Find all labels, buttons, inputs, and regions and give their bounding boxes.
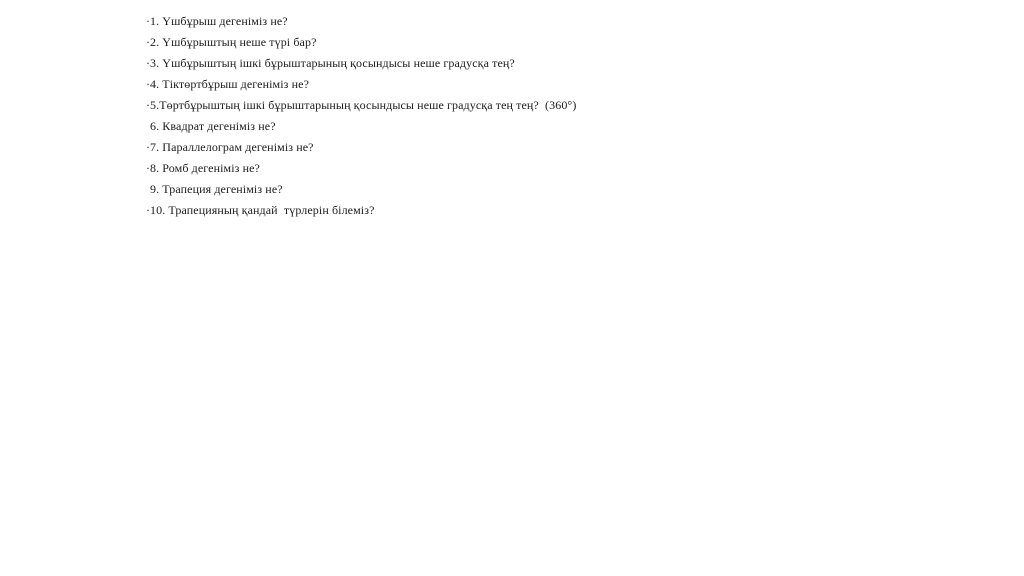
question-line: [128, 116, 748, 154]
question-text: 1. Үшбұрыш дегеніміз не?: [150, 14, 288, 28]
question-line: [128, 11, 748, 49]
list-bullet: ·: [146, 35, 150, 49]
list-bullet: ·: [146, 203, 150, 217]
question-text: 7. Параллелограм дегеніміз не?: [150, 140, 314, 154]
question-line: [128, 53, 748, 91]
list-bullet: ·: [146, 56, 150, 70]
question-text: 4. Тіктөртбұрыш дегеніміз не?: [150, 77, 309, 91]
question-line: [128, 158, 748, 196]
question-line: [128, 95, 748, 133]
list-bullet: ·: [146, 161, 150, 175]
question-text: 2. Үшбұрыштың неше түрі бар?: [150, 35, 317, 49]
question-text: 9. Трапеция дегеніміз не?: [150, 182, 283, 196]
question-line: [128, 32, 748, 70]
list-bullet: ·: [146, 140, 150, 154]
list-bullet: ·: [146, 14, 150, 28]
question-line: [128, 179, 748, 217]
question-text: 3. Үшбұрыштың ішкі бұрыштарының қосындысы неше градусқа тең?: [150, 56, 515, 70]
question-line: [128, 137, 748, 175]
question-line: [128, 74, 748, 112]
list-bullet: ·: [146, 98, 150, 112]
question-text: 10. Трапецияның қандай түрлерін білеміз?: [150, 203, 375, 217]
question-text: 6. Квадрат дегеніміз не?: [150, 119, 276, 133]
list-bullet: ·: [146, 77, 150, 91]
question-text: 5.Төртбұрыштың ішкі бұрыштарының қосындысы неше градусқа тең тең? (360°): [150, 98, 577, 112]
question-list: [128, 0, 748, 217]
question-line: [128, 0, 748, 28]
question-text: 8. Ромб дегеніміз не?: [150, 161, 260, 175]
